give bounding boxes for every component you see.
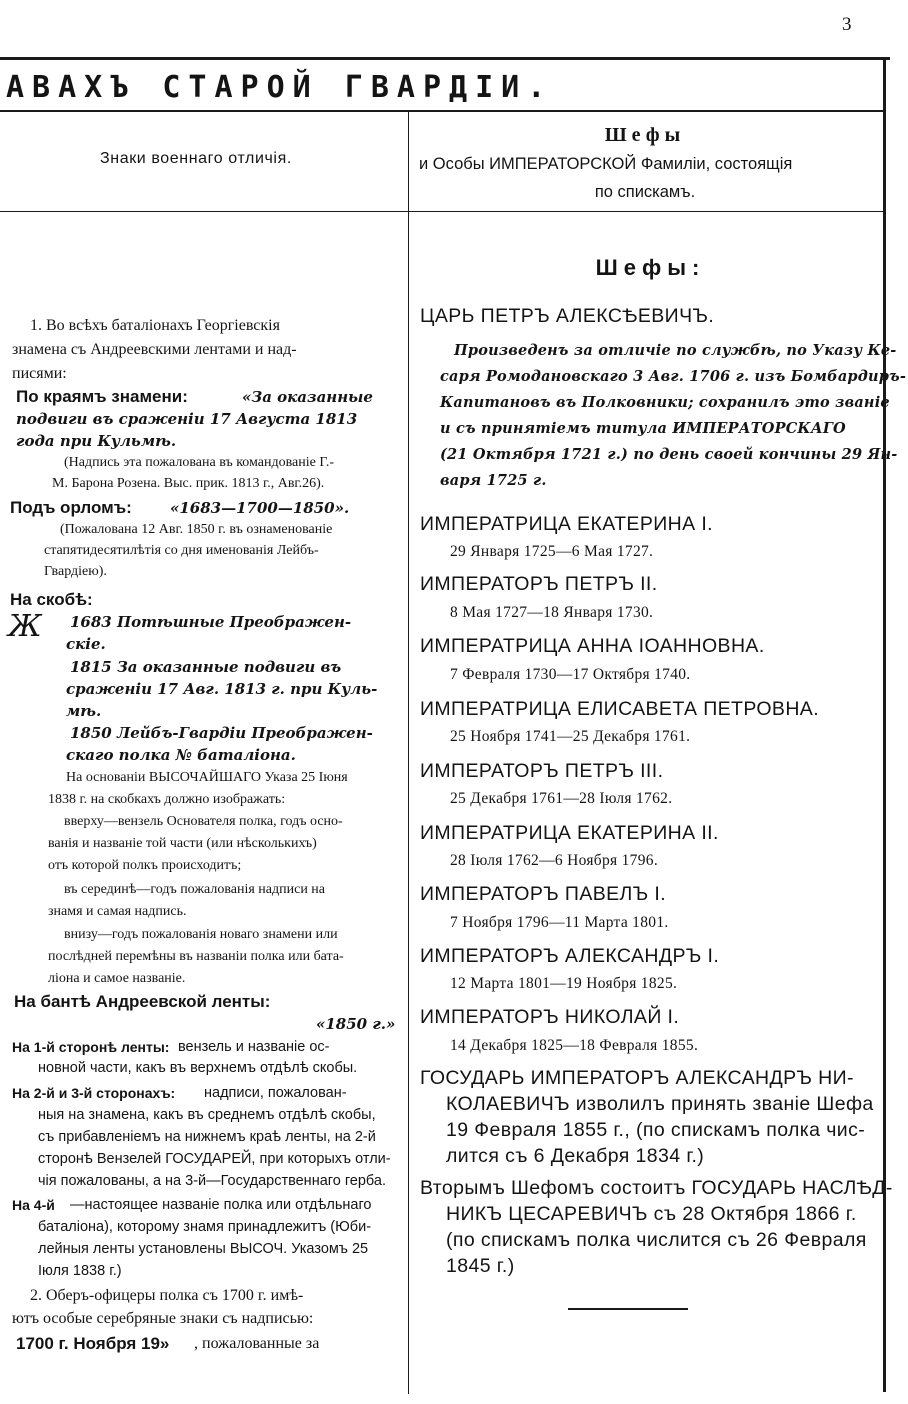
p1-line: знамена съ Андреевскими лентами и над-	[12, 341, 297, 358]
bracket-item-line: скаго полка № баталіона.	[66, 746, 296, 764]
decree-line: знамя и самая надпись.	[48, 904, 187, 919]
ruler-dates: 12 Марта 1801—19 Ноября 1825.	[450, 975, 678, 992]
peter1-note-line: Капитановъ въ Полковники; сохранилъ это званіе	[440, 394, 890, 411]
side1-line: новной части, какъ въ верхнемъ отдѣлѣ скобы.	[38, 1060, 358, 1076]
decree-line: ванія и названіе той части (или нѣсколькихъ)	[48, 836, 317, 851]
banner-title: АВАХЪ СТАРОЙ ГВАРДІИ.	[6, 70, 554, 105]
bracket-item-line: мѣ.	[66, 702, 102, 720]
header-right-title: Шефы	[604, 124, 686, 146]
left-column	[10, 213, 405, 1393]
side4-label: На 4-й	[12, 1197, 55, 1213]
ruler-dates: 29 Января 1725—6 Мая 1727.	[450, 543, 654, 560]
eagle-text: «1683—1700—1850».	[170, 499, 350, 517]
eagle-note-line: (Пожалована 12 Авг. 1850 г. въ ознаменованіе	[60, 522, 333, 537]
header-right-line3: по спискамъ.	[594, 183, 696, 201]
edges-label: По краямъ знамени:	[16, 387, 188, 406]
monogram-ornament: Ж	[8, 609, 42, 644]
ruler-name: ИМПЕРАТРИЦА АННА ІОАННОВНА.	[420, 635, 765, 657]
ruler-dates: 7 Ноября 1796—11 Марта 1801.	[450, 914, 669, 931]
ruler-dates: 28 Іюля 1762—6 Ноября 1796.	[450, 852, 658, 869]
side23-line: съ прибавленіемъ на нижнемъ краѣ ленты, на 2-й	[38, 1129, 376, 1145]
edges-text-line: года при Кульмѣ.	[16, 432, 177, 450]
bracket-item-line: 1850 Лейбъ-Гвардіи Преображен-	[70, 724, 373, 742]
peter1-note-line: (21 Октября 1721 г.) по день своей кончины 29 Ян-	[440, 446, 898, 463]
eagle-note-line: стапятидесятилѣтія со дня именованія Лейбъ-	[44, 543, 319, 558]
ribbon-year: «1850 г.»	[316, 1015, 396, 1033]
decree-line: 1838 г. на скобкахъ должно изображать:	[48, 792, 286, 807]
edges-note-line: (Надпись эта пожалована въ командованіе Г.-	[64, 455, 335, 470]
decree-line: На основаніи ВЫСОЧАЙШАГО Указа 25 Іюня	[66, 770, 348, 785]
edges-note-line: М. Барона Розена. Выс. прик. 1813 г., Авг.26).	[52, 476, 325, 491]
bracket-label: На скобѣ:	[10, 590, 93, 609]
ruler-dates: 7 Февраля 1730—17 Октября 1740.	[450, 666, 691, 683]
eagle-label: Подъ орломъ:	[10, 498, 132, 517]
side23-line: ныя на знамена, какъ въ среднемъ отдѣлѣ скобы,	[38, 1107, 376, 1123]
p1-line: 1. Во всѣхъ баталіонахъ Георгіевскія	[30, 317, 280, 334]
decree-line: вверху—вензель Основателя полка, годъ осно-	[64, 814, 343, 829]
side1-line: вензель и названіе ос-	[178, 1039, 330, 1055]
ruler-name: ИМПЕРАТОРЪ НИКОЛАЙ I.	[420, 1006, 680, 1028]
second-chief-line: (по спискамъ полка числится съ 26 Февраля	[446, 1229, 867, 1251]
decree-line: отъ которой полкъ происходитъ;	[48, 858, 242, 873]
bracket-item-line: 1815 За оказанные подвиги въ	[70, 658, 342, 676]
side4-line: —настоящее названіе полка или отдѣльнаго	[70, 1197, 372, 1213]
header-rule	[0, 211, 885, 212]
p2-bold: 1700 г. Ноября 19»	[16, 1334, 170, 1353]
header-left: Знаки военнаго отличія.	[100, 150, 292, 167]
peter1-note-line: Произведенъ за отличіе по службѣ, по Указу Ке-	[454, 342, 897, 359]
side23-label: На 2-й и 3-й сторонахъ:	[12, 1085, 176, 1101]
second-chief-line: Вторымъ Шефомъ состоитъ ГОСУДАРЬ НАСЛѢД-	[420, 1177, 893, 1199]
alexander2-line: ГОСУДАРЬ ИМПЕРАТОРЪ АЛЕКСАНДРЪ НИ-	[420, 1067, 854, 1089]
decree-line: въ серединѣ—годъ пожалованія надписи на	[64, 882, 326, 897]
peter1-note-line: саря Ромодановскаго 3 Авг. 1706 г. изъ Бомбардиръ-	[440, 368, 907, 385]
column-divider	[408, 112, 409, 1394]
second-chief-line: 1845 г.)	[446, 1255, 515, 1277]
second-chief-line: НИКЪ ЦЕСАРЕВИЧЪ съ 28 Октября 1866 г.	[446, 1203, 857, 1225]
ruler-dates: 8 Мая 1727—18 Января 1730.	[450, 604, 654, 621]
right-column	[418, 213, 907, 1393]
ruler-name: ИМПЕРАТРИЦА ЕКАТЕРИНА II.	[420, 822, 719, 844]
header-right-line2: и Особы ИМПЕРАТОРСКОЙ Фамиліи, состоящія	[419, 155, 793, 173]
side4-line: баталіона), которому знамя принадлежитъ (Юби-	[38, 1219, 372, 1235]
ruler-peter1: ЦАРЬ ПЕТРЪ АЛЕКСѢЕВИЧЪ.	[420, 305, 715, 327]
side23-line: сторонѣ Вензелей ГОСУДАРЕЙ, при которыхъ отли-	[38, 1151, 391, 1167]
alexander2-line: КОЛАЕВИЧЪ изволилъ принять званіе Шефа	[446, 1093, 874, 1115]
p2-line: ютъ особые серебряные знаки съ надписью:	[12, 1310, 314, 1327]
decree-line: внизу—годъ пожалованія новаго знамени или	[64, 927, 338, 942]
side1-label: На 1-й сторонѣ ленты:	[12, 1039, 170, 1055]
ruler-name: ИМПЕРАТРИЦА ЕКАТЕРИНА I.	[420, 513, 713, 535]
ruler-name: ИМПЕРАТОРЪ ПАВЕЛЪ I.	[420, 883, 667, 905]
ruler-dates: 14 Декабря 1825—18 Февраля 1855.	[450, 1037, 699, 1054]
ruler-name: ИМПЕРАТРИЦА ЕЛИСАВЕТА ПЕТРОВНА.	[420, 698, 820, 720]
p2-tail: , пожалованные за	[194, 1335, 320, 1352]
bracket-item-line: 1683 Потѣшные Преображен-	[70, 613, 352, 631]
ruler-dates: 25 Декабря 1761—28 Іюля 1762.	[450, 790, 673, 807]
bracket-item-line: скіе.	[66, 635, 106, 653]
edges-text-line: «За оказанные	[242, 388, 373, 406]
peter1-note-line: и съ принятіемъ титула ИМПЕРАТОРСКАГО	[440, 420, 846, 437]
decree-line: ліона и самое названіе.	[48, 971, 186, 986]
peter1-note-line: варя 1725 г.	[440, 472, 547, 489]
alexander2-line: 19 Февраля 1855 г., (по спискамъ полка чис-	[446, 1119, 866, 1141]
closing-rule	[568, 1308, 688, 1310]
decree-line: послѣдней перемѣны въ названіи полка или бата-	[48, 949, 344, 964]
p1-line: писями:	[12, 365, 67, 382]
chiefs-title: Шефы:	[595, 255, 706, 280]
ruler-dates: 25 Ноября 1741—25 Декабря 1761.	[450, 728, 691, 745]
ruler-name: ИМПЕРАТОРЪ ПЕТРЪ III.	[420, 760, 664, 782]
side23-line: чія пожалованы, а на 3-й—Государственнаго герба.	[38, 1173, 386, 1189]
page-number: 3	[842, 14, 852, 35]
side4-line: лейныя ленты установлены ВЫСОЧ. Указомъ 25	[38, 1241, 369, 1257]
ruler-name: ИМПЕРАТОРЪ ПЕТРЪ II.	[420, 573, 658, 595]
bracket-item-line: сраженіи 17 Авг. 1813 г. при Куль-	[66, 680, 378, 698]
ruler-name: ИМПЕРАТОРЪ АЛЕКСАНДРЪ I.	[420, 945, 720, 967]
edges-text-line: подвиги въ сраженіи 17 Августа 1813	[16, 410, 358, 428]
header-right-line3-wrap	[410, 0, 880, 211]
p2-line: 2. Оберъ-офицеры полка съ 1700 г. имѣ-	[30, 1287, 304, 1304]
alexander2-line: лится съ 6 Декабря 1834 г.)	[446, 1145, 705, 1167]
ribbon-label: На бантѣ Андреевской ленты:	[14, 992, 271, 1011]
side23-line: надписи, пожалован-	[204, 1085, 347, 1101]
eagle-note-line: Гвардіею).	[44, 564, 107, 579]
side4-line: Іюля 1838 г.)	[38, 1263, 122, 1279]
